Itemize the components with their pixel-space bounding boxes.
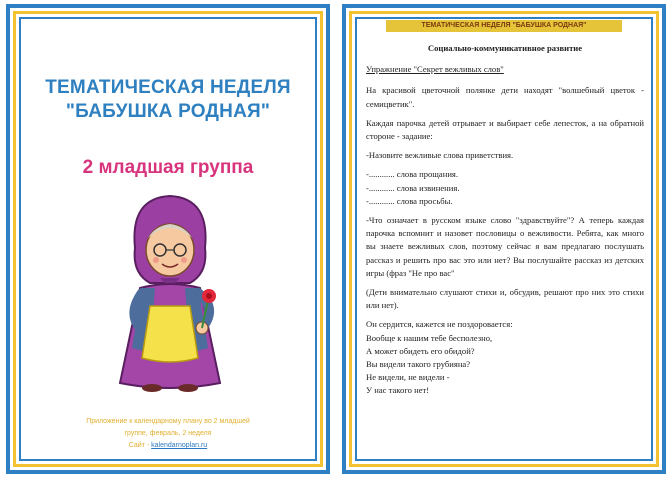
paragraph-5: (Дети внимательно слушают стихи и, обсудив, решают про них это стихи или нет).	[366, 287, 644, 311]
poem-line: А может обидеть его обидой?	[366, 345, 475, 356]
cover-title	[30, 76, 306, 124]
poem-line: Не видели, не видели -	[366, 372, 450, 383]
cover-page	[6, 4, 330, 474]
paragraph-3: -Назовите вежливые слова приветствия.	[366, 150, 514, 161]
poem-line: У нас такого нет!	[366, 385, 430, 396]
cover-subtitle: 2 младшая группа	[82, 157, 254, 178]
footer-site-line	[32, 440, 304, 452]
footer-line-2: группе, февраль, 2 неделя	[124, 430, 212, 437]
title-line-1: ТЕМАТИЧЕСКАЯ НЕДЕЛЯ	[45, 77, 291, 98]
blank-line-3: -............ слова просьбы.	[366, 195, 453, 206]
cover-footer	[32, 416, 304, 452]
paragraph-1: На красивой цветочной полянке дети находят "волшебный цветок - семицветик".	[366, 85, 644, 109]
exercise-title: Упражнение "Секрет вежливых слов"	[366, 64, 504, 75]
paragraph-4: -Что означает в русском языке слово "здравствуйте"? А теперь каждая парочка вспомнит и назовет пословицы о вежливости. Ребята, как много вы знаете вежливых слов, поэтому сейчас я вам предлагаю послушать рассказ и решить про вас это или нет? Вы послушайте рассказ из детских игры (фраз "Не про вас"	[366, 215, 644, 278]
page-header: ТЕМАТИЧЕСКАЯ НЕДЕЛЯ "БАБУШКА РОДНАЯ"	[386, 20, 622, 32]
footer-site-prefix: Сайт -	[128, 442, 152, 449]
paragraph-2: Каждая парочка детей отрывает и выбирает себе лепесток, а на обратной стороне - задание:	[366, 117, 644, 142]
content-page	[342, 4, 666, 474]
footer-line-1: Приложение к календарному плану во 2 младшей	[86, 418, 250, 425]
poem-line: Он сердится, кажется не поздоровается:	[366, 319, 513, 330]
blank-line-1: -............ слова прощания.	[366, 169, 459, 180]
poem-line: Вы видели такого грубияна?	[366, 359, 471, 370]
footer-site-link[interactable]: kalendarnoplan.ru	[151, 442, 208, 449]
blank-line-2: -............ слова извинения.	[366, 182, 460, 193]
title-line-2: "БАБУШКА РОДНАЯ"	[65, 101, 271, 122]
poem-line: Вообще к нашим тебе бесполезно,	[366, 332, 493, 343]
section-title: Социально-коммуникативное развитие	[427, 43, 583, 53]
page-body	[366, 38, 644, 398]
grandmother-illustration	[90, 188, 250, 398]
